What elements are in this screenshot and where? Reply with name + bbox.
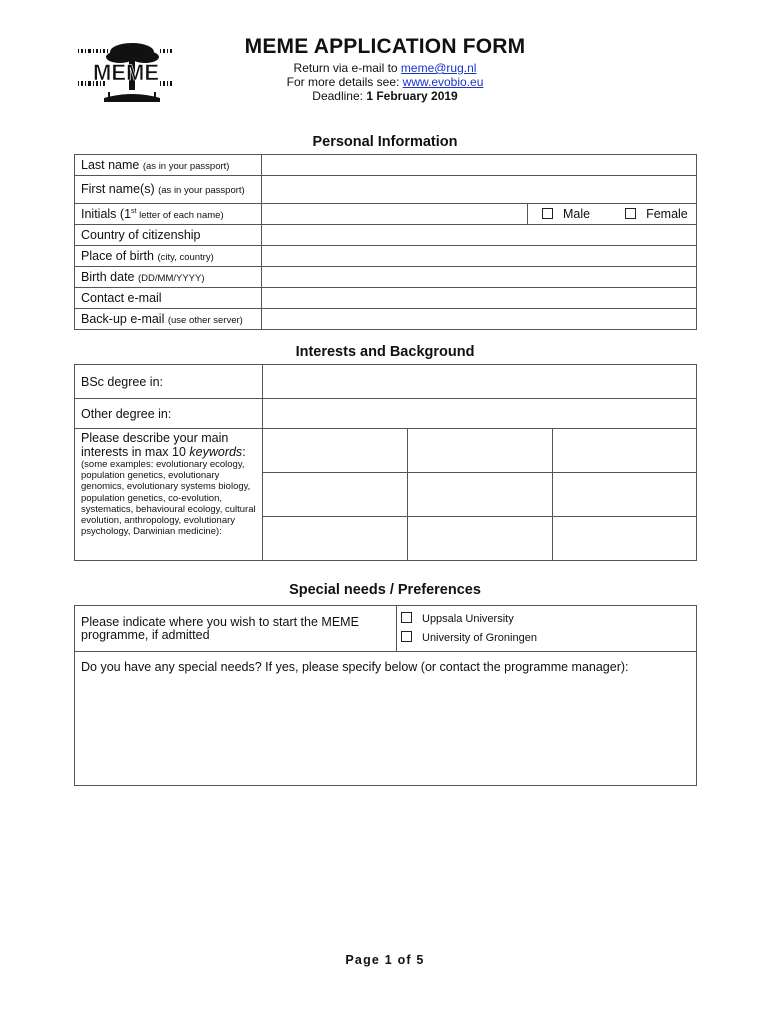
keyword-field[interactable]	[408, 517, 553, 561]
other-degree-label: Other degree in:	[75, 399, 263, 429]
last-name-field[interactable]	[262, 155, 697, 176]
table-row	[75, 365, 697, 399]
deadline-line	[0, 89, 770, 103]
table-row	[75, 267, 697, 288]
citizenship-field[interactable]	[262, 225, 697, 246]
first-name-field[interactable]	[262, 176, 697, 204]
keyword-field[interactable]	[263, 517, 408, 561]
table-row	[75, 399, 697, 429]
keywords-examples: (some examples: evolutionary ecology, population genetics, evolutionary genomics, evolutionary systems biology, population genetics, co-evolution, systematics, behavioural ecology, cultural evolution, anthropology, evolutionary psychology, Darwinian medicine):	[81, 459, 256, 538]
table-row	[75, 204, 697, 225]
table-row	[75, 246, 697, 267]
male-checkbox[interactable]	[542, 208, 553, 219]
details-line	[0, 75, 770, 89]
special-needs-table	[74, 605, 697, 786]
birthdate-field[interactable]	[262, 267, 697, 288]
keywords-label: Please describe your main interests in max 10 keywords:	[81, 431, 246, 459]
return-prefix: Return via e-mail to	[293, 61, 401, 75]
keyword-field[interactable]	[408, 473, 553, 517]
details-url-link[interactable]: www.evobio.eu	[402, 75, 484, 89]
table-row	[75, 225, 697, 246]
table-row	[75, 606, 697, 652]
bsc-field[interactable]	[263, 365, 697, 399]
uppsala-checkbox[interactable]	[401, 612, 412, 623]
form-title: MEME APPLICATION FORM	[244, 35, 526, 58]
table-row	[75, 652, 697, 786]
special-needs-field[interactable]	[75, 652, 697, 786]
birthplace-label: Place of birth (city, country)	[75, 246, 262, 267]
interests-table	[74, 364, 697, 561]
option-uppsala[interactable]: Uppsala University	[401, 610, 690, 629]
start-location-label: Please indicate where you wish to start the MEME programme, if admitted	[75, 606, 397, 652]
other-degree-field[interactable]	[263, 399, 697, 429]
initials-field[interactable]	[262, 204, 528, 225]
gender-cell	[528, 204, 697, 225]
backup-email-field[interactable]	[262, 309, 697, 330]
keywords-label-cell	[75, 429, 263, 561]
keyword-field[interactable]	[408, 429, 553, 473]
keyword-field[interactable]	[553, 429, 697, 473]
return-line	[0, 61, 770, 75]
initials-label: Initials (1st letter of each name)	[75, 204, 262, 225]
keyword-field[interactable]	[263, 473, 408, 517]
first-name-label: First name(s) (as in your passport)	[75, 176, 262, 204]
birthdate-label: Birth date (DD/MM/YYYY)	[75, 267, 262, 288]
contact-email-field[interactable]	[262, 288, 697, 309]
table-row	[75, 176, 697, 204]
return-email-link[interactable]: meme@rug.nl	[400, 61, 477, 75]
birthplace-field[interactable]	[262, 246, 697, 267]
female-label: Female	[646, 207, 688, 221]
male-label: Male	[563, 207, 591, 221]
option-groningen[interactable]: University of Groningen	[401, 629, 690, 648]
table-row	[75, 429, 697, 473]
groningen-checkbox[interactable]	[401, 631, 412, 642]
bsc-label: BSc degree in:	[75, 365, 263, 399]
page-number: Page 1 of 5	[345, 953, 425, 967]
female-checkbox[interactable]	[625, 208, 636, 219]
personal-section-title: Personal Information	[312, 134, 458, 150]
deadline-value: 1 February 2019	[366, 89, 458, 103]
keyword-field[interactable]	[553, 473, 697, 517]
logo-text: MEME	[93, 60, 159, 85]
table-row	[75, 155, 697, 176]
table-row	[75, 309, 697, 330]
table-row	[75, 288, 697, 309]
start-location-options	[397, 606, 697, 652]
citizenship-label: Country of citizenship	[75, 225, 262, 246]
contact-email-label: Contact e-mail	[75, 288, 262, 309]
special-needs-label: Do you have any special needs? If yes, please specify below (or contact the programme manager):	[81, 660, 629, 674]
deadline-prefix: Deadline:	[312, 89, 367, 103]
interests-section-title: Interests and Background	[295, 344, 475, 360]
personal-info-table	[74, 154, 697, 330]
last-name-label: Last name (as in your passport)	[75, 155, 262, 176]
details-prefix: For more details see:	[286, 75, 403, 89]
keyword-field[interactable]	[263, 429, 408, 473]
backup-email-label: Back-up e-mail (use other server)	[75, 309, 262, 330]
keyword-field[interactable]	[553, 517, 697, 561]
special-section-title: Special needs / Preferences	[289, 582, 481, 598]
